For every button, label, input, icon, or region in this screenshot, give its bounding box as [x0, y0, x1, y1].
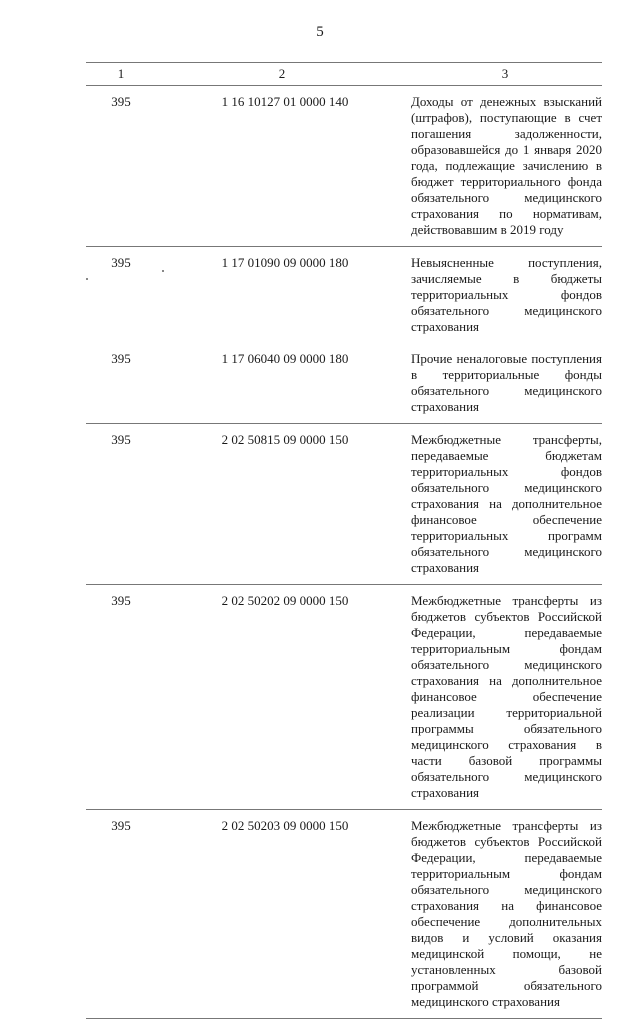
table-row [86, 247, 602, 344]
admin-code-cell: 395 [86, 424, 156, 585]
budget-code-cell: 2 02 50203 09 0000 150 [156, 810, 408, 1019]
description-cell: Межбюджетные трансферты из бюджетов субъектов Российской Федерации, передаваемые территориальным фондам обязательного медицинского страхования на финансовое обеспечение дополнительных видов и условий оказания медицинской помощи, не установленных базовой программой обязательного медицинского страхования [408, 810, 602, 1019]
scan-mark [86, 278, 88, 280]
header-col-2: 2 [156, 63, 408, 86]
admin-code-cell: 395 [86, 343, 156, 424]
table-row [86, 424, 602, 585]
admin-code-cell: 395 [86, 86, 156, 247]
revenue-codes-table [86, 62, 602, 1019]
admin-code-cell: 395 [111, 255, 131, 270]
description-cell: Доходы от денежных взысканий (штрафов), поступающие в счет погашения задолженности, образовавшейся до 1 января 2020 года, подлежащие зачислению в бюджет территориального фонда обязательного медицинского страхования по нормативам, действовавшим в 2019 году [408, 86, 602, 247]
page-number: 5 [316, 24, 324, 40]
budget-code-cell: 1 17 01090 09 0000 180 [221, 255, 349, 270]
table-row [86, 810, 602, 1019]
header-col-1: 1 [86, 63, 156, 86]
description-cell: Невыясненные поступления, зачисляемые в бюджеты территориальных фондов обязательного медицинского страхования [411, 255, 602, 334]
budget-code-cell: 2 02 50202 09 0000 150 [156, 585, 408, 810]
description-cell: Межбюджетные трансферты, передаваемые бюджетам территориальных фондов обязательного медицинского страхования на дополнительное финансовое обеспечение территориальных программ обязательного медицинского страхования [408, 424, 602, 585]
budget-code-cell: 1 16 10127 01 0000 140 [156, 86, 408, 247]
admin-code-cell: 395 [86, 810, 156, 1019]
budget-code-cell: 1 17 06040 09 0000 180 [156, 343, 408, 424]
header-col-3: 3 [408, 63, 602, 86]
budget-code-cell: 2 02 50815 09 0000 150 [156, 424, 408, 585]
description-cell: Межбюджетные трансферты из бюджетов субъектов Российской Федерации, передаваемые территориальным фондам обязательного медицинского страхования на дополнительное финансовое обеспечение реализации территориальной программы обязательного медицинского страхования в части базовой программы обязательного медицинского страхования [408, 585, 602, 810]
table-row [86, 343, 602, 424]
table-row [86, 86, 602, 247]
admin-code-cell: 395 [86, 585, 156, 810]
table-row [86, 585, 602, 810]
table-header-row [86, 63, 602, 86]
scan-mark [162, 270, 164, 272]
description-cell: Прочие неналоговые поступления в территориальные фонды обязательного медицинского страхования [408, 343, 602, 424]
